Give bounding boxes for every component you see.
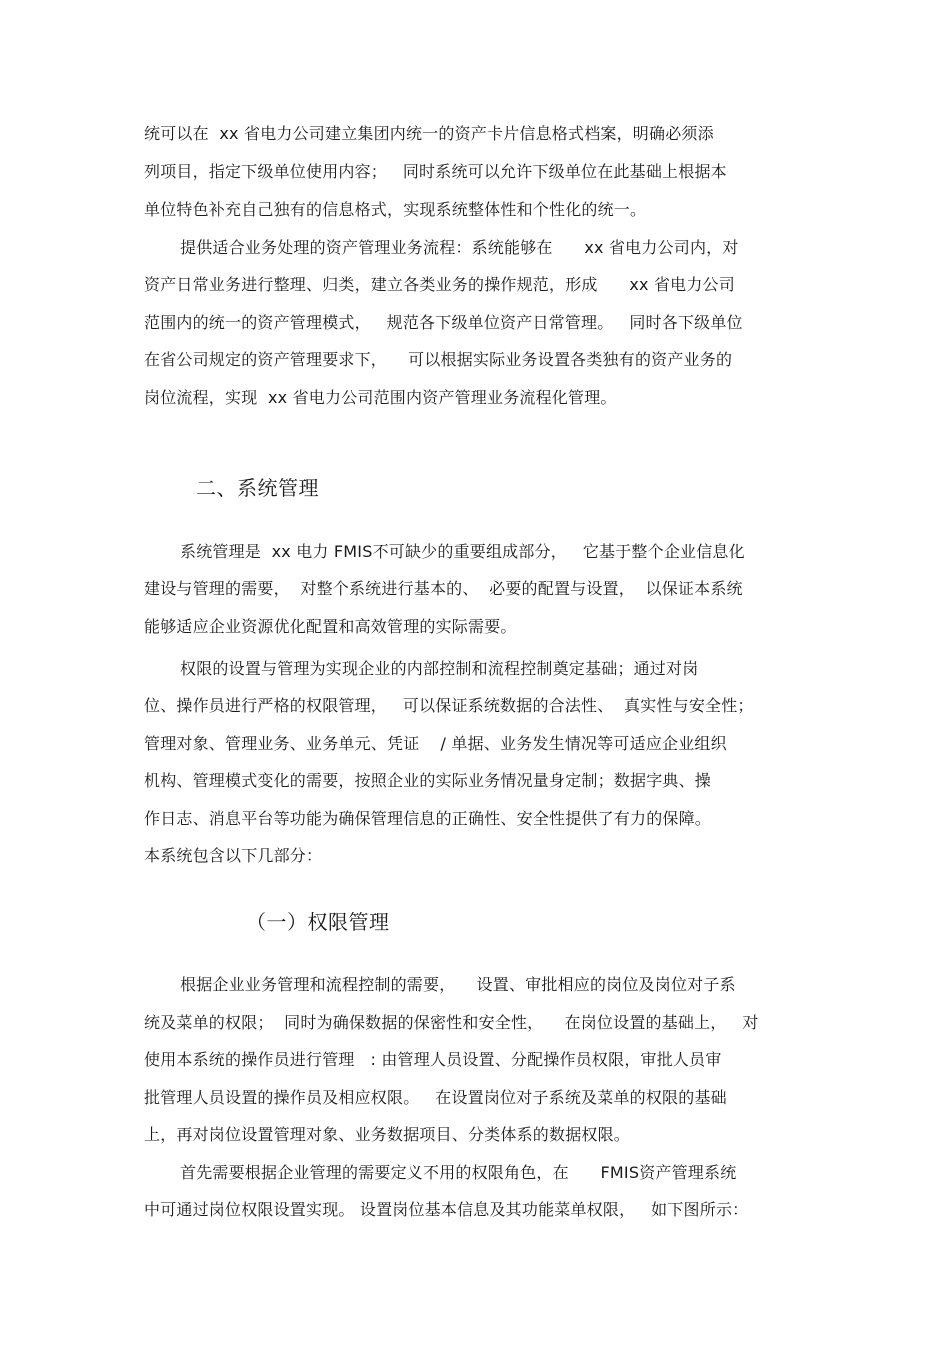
paragraph-line: 岗位流程，实现 xx 省电力公司范围内资产管理业务流程化管理。	[144, 388, 617, 407]
paragraph-line: 提供适合业务处理的资产管理业务流程：系统能够在 xx 省电力公司内，对	[180, 238, 739, 257]
paragraph-line: 本系统包含以下几部分：	[144, 846, 323, 865]
paragraph-line: 建设与管理的需要， 对整个系统进行基本的、 必要的配置与设置， 以保证本系统	[144, 579, 743, 598]
paragraph-line: 批管理人员设置的操作员及相应权限。 在设置岗位对子系统及菜单的权限的基础	[144, 1088, 727, 1107]
paragraph-line: 统可以在 xx 省电力公司建立集团内统一的资产卡片信息格式档案，明确必须添	[144, 124, 714, 143]
paragraph-line: 列项目，指定下级单位使用内容； 同时系统可以允许下级单位在此基础上根据本	[144, 162, 727, 181]
paragraph-line: 作日志、消息平台等功能为确保管理信息的正确性、安全性提供了有力的保障。	[144, 809, 712, 828]
paragraph-line: 系统管理是 xx 电力 FMIS不可缺少的重要组成部分， 它基于整个企业信息化	[180, 542, 745, 561]
paragraph-line: 能够适应企业资源优化配置和高效管理的实际需要。	[144, 617, 517, 636]
paragraph-line: 首先需要根据企业管理的需要定义不用的权限角色，在 FMIS资产管理系统	[180, 1163, 737, 1182]
subsection-title: （一）权限管理	[246, 910, 390, 934]
paragraph-line: 根据企业业务管理和流程控制的需要， 设置、审批相应的岗位及岗位对子系	[180, 975, 736, 994]
paragraph-line: 管理对象、管理业务、业务单元、凭证 / 单据、业务发生情况等可适应企业组织	[144, 734, 727, 753]
paragraph-line: 机构、管理模式变化的需要，按照企业的实际业务情况量身定制；数据字典、操	[144, 771, 712, 790]
paragraph-line: 在省公司规定的资产管理要求下， 可以根据实际业务设置各类独有的资产业务的	[144, 350, 733, 369]
paragraph-line: 位、操作员进行严格的权限管理， 可以保证系统数据的合法性、 真实性与安全性；	[144, 696, 754, 715]
paragraph-line: 中可通过岗位权限设置实现。 设置岗位基本信息及其功能菜单权限， 如下图所示：	[144, 1200, 749, 1219]
paragraph-line: 资产日常业务进行整理、归类，建立各类业务的操作规范，形成 xx 省电力公司	[144, 275, 735, 294]
paragraph-line: 使用本系统的操作员进行管理 : 由管理人员设置、分配操作员权限，审批人员审	[144, 1050, 722, 1069]
paragraph-line: 统及菜单的权限； 同时为确保数据的保密性和安全性， 在岗位设置的基础上， 对	[144, 1013, 759, 1032]
paragraph-line: 权限的设置与管理为实现企业的内部控制和流程控制奠定基础；通过对岗	[180, 659, 699, 678]
paragraph-line: 单位特色补充自己独有的信息格式，实现系统整体性和个性化的统一。	[144, 200, 647, 219]
paragraph-line: 范围内的统一的资产管理模式， 规范各下级单位资产日常管理。 同时各下级单位	[144, 313, 743, 332]
paragraph-line: 上，再对岗位设置管理对象、业务数据项目、分类体系的数据权限。	[144, 1125, 631, 1144]
section-title: 二、系统管理	[196, 476, 319, 500]
